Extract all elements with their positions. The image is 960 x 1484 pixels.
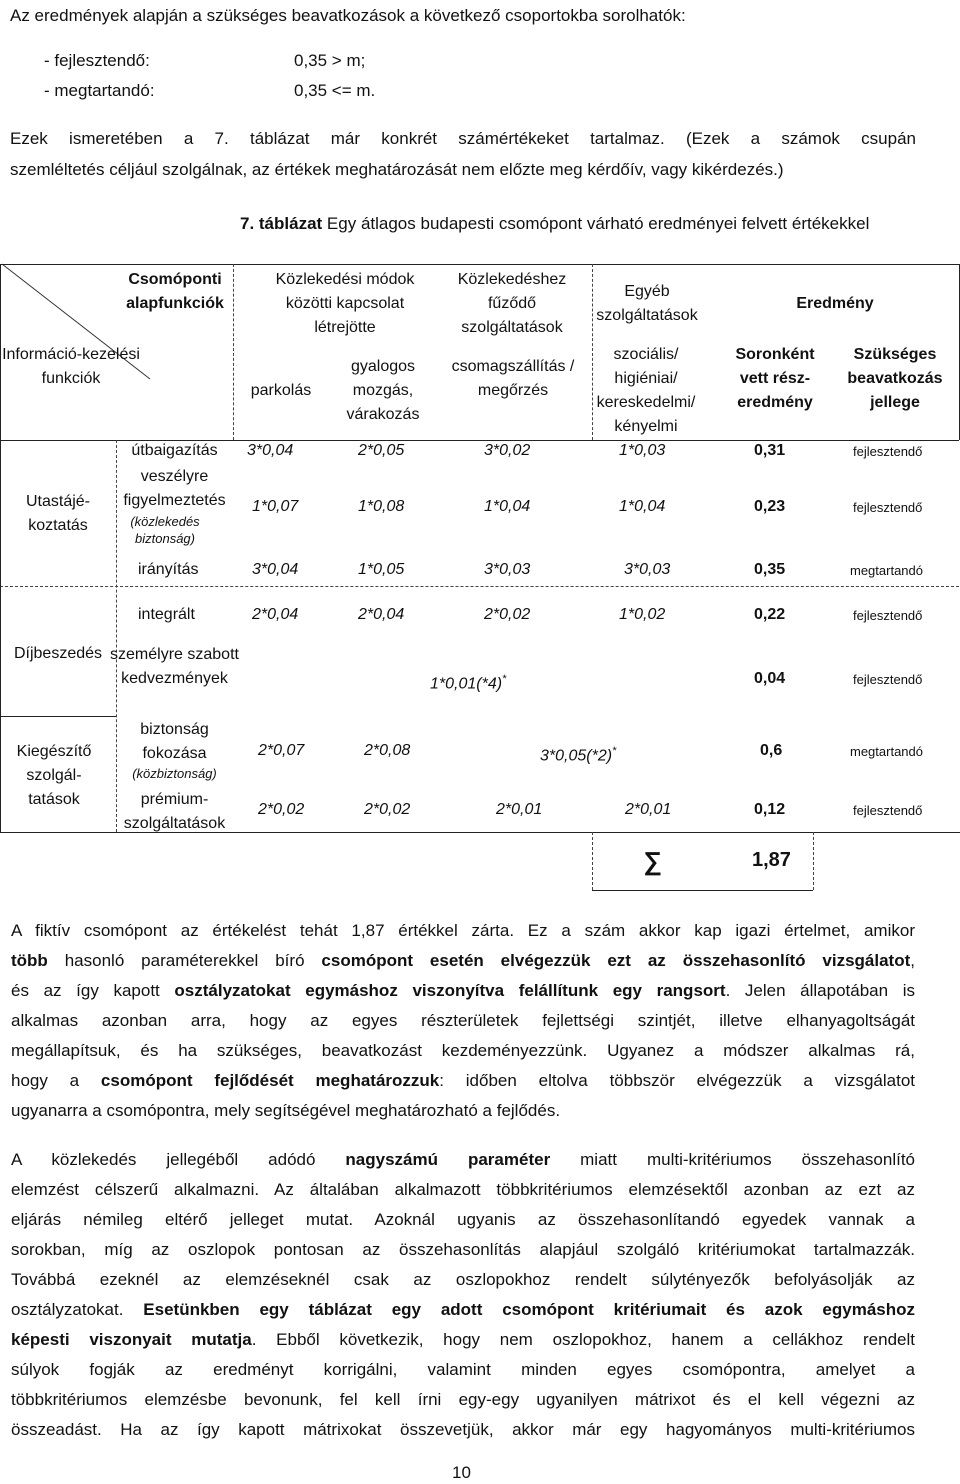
cell-value: 1*0,03 xyxy=(619,442,666,459)
paragraph-line xyxy=(11,1415,915,1445)
paragraph-line xyxy=(11,976,915,1006)
text-run: , xyxy=(910,951,915,970)
row-name: integrált xyxy=(138,606,195,623)
cell-value: 1*0,07 xyxy=(252,498,299,515)
cell-value: 3*0,03 xyxy=(484,561,531,578)
text-run: eljárás némileg eltérő jelleget mutat. Azoknál ugyanis az összehasonlítandó egyedek vannak a xyxy=(11,1210,915,1229)
footnote-mark: * xyxy=(612,745,617,757)
subcol-header: Szükséges beavatkozás jellege xyxy=(847,346,943,411)
subcol-header: Soronként vett rész-eredmény xyxy=(735,346,815,411)
text-run: miatt multi-kritériumos összehasonlító xyxy=(550,1150,915,1169)
row-result: 0,31 xyxy=(754,442,786,459)
row-name-note: (közlekedés biztonság) xyxy=(130,514,200,546)
text-run: alkalmas azonban arra, hogy az egyes részterületek fejlettségi szintjét, illetve elhanyagoltságát xyxy=(11,1011,915,1030)
table-group-separator xyxy=(0,586,959,587)
row-action: megtartandó xyxy=(850,744,923,759)
paragraph-line xyxy=(11,1175,915,1205)
sum-value: 1,87 xyxy=(752,849,791,871)
text-run: súlyok fogják az eredményt korrigálni, valamint minden egyes csomópontra, amelyet a xyxy=(11,1360,915,1379)
text-run: . Ebből következik, hogy nem oszlopokhoz, hanem a cellákhoz rendelt xyxy=(251,1330,915,1349)
text-run: Továbbá ezeknél az elemzéseknél csak az oszlopokhoz rendelt súlytényezők befolyásolják az xyxy=(11,1270,915,1289)
bold-run: képesti viszonyait mutatja xyxy=(11,1330,252,1349)
text-run: ugyanarra a csomópontra, mely segítségével meghatározható a fejlődés. xyxy=(11,1101,561,1120)
text-run: hasonló paraméterekkel bíró xyxy=(47,951,322,970)
text-run: összeadást. Ha az így kapott mátrixokat összevetjük, akkor már egy hagyományos multi-kritériumos xyxy=(11,1420,915,1439)
sum-box-left xyxy=(592,832,593,890)
row-name: irányítás xyxy=(138,561,199,578)
row-name: prémium-szolgáltatások xyxy=(123,791,226,832)
cell-value: 2*0,07 xyxy=(258,742,305,759)
paragraph-line xyxy=(11,1036,915,1066)
paragraph-line xyxy=(11,1235,915,1265)
cell-value: 1*0,05 xyxy=(358,561,405,578)
cell-value: 3*0,04 xyxy=(247,442,294,459)
col-group-header: Közlekedéshez fűződő szolgáltatások xyxy=(457,271,567,336)
paragraph-line xyxy=(11,1265,915,1295)
group-label: Kiegészítő szolgál-tatások xyxy=(16,743,92,808)
paragraph-line xyxy=(11,946,915,976)
page-number: 10 xyxy=(452,1463,471,1482)
col-group-header: Egyéb szolgáltatások xyxy=(596,283,698,324)
text-run: megállapítsuk, és ha szükséges, beavatkozást kezdeményezzünk. Ugyanez a módszer alkalmas rá, xyxy=(11,1041,915,1060)
cell-value: 2*0,02 xyxy=(258,801,305,818)
caption-text: Egy átlagos budapesti csomópont várható eredményei felvett értékekkel xyxy=(322,214,870,233)
text-run: osztályzatokat. xyxy=(11,1300,144,1319)
text-run: elemzést célszerű alkalmazni. Az általában alkalmazott többkritériumos elemzésektől azonban az ezt az xyxy=(11,1180,915,1199)
list-item-value: 0,35 > m; xyxy=(294,51,366,70)
text-run: A közlekedés jellegéből adódó xyxy=(11,1150,346,1169)
caption-number: 7. táblázat xyxy=(240,214,323,233)
bold-run: osztályzatokat egymáshoz viszonyítva felállítunk egy rangsort xyxy=(174,981,726,1000)
row-name: személyre szabott kedvezmények xyxy=(110,646,239,687)
row-action: fejlesztendő xyxy=(853,803,923,818)
cell-value: 2*0,04 xyxy=(252,606,299,623)
text-run: A fiktív csomópont az értékelést tehát 1,87 értékkel zárta. Ez a szám akkor kap igazi értelmet, amikor xyxy=(11,921,915,940)
cell-value: 2*0,02 xyxy=(484,606,531,623)
row-action: fejlesztendő xyxy=(853,444,923,459)
footnote-mark: * xyxy=(502,673,507,685)
cell-value: 3*0,03 xyxy=(624,561,671,578)
corner-header-bottom: Információ-kezelési funkciók xyxy=(2,346,140,387)
text-run: : időben eltolva többször elvégezzük a vizsgálatot xyxy=(439,1071,915,1090)
paragraph-line xyxy=(11,1096,915,1126)
list-item-label: - fejlesztendő: xyxy=(44,51,150,70)
bold-run: több xyxy=(11,951,48,970)
paragraph-line xyxy=(11,1006,915,1036)
row-action: fejlesztendő xyxy=(853,608,923,623)
merged-cell-value xyxy=(430,667,506,696)
cell-value: 3*0,02 xyxy=(484,442,531,459)
paragraph-line xyxy=(11,1205,915,1235)
cell-value: 3*0,04 xyxy=(252,561,299,578)
row-result: 0,12 xyxy=(754,801,786,818)
group-label: Utastájé-koztatás xyxy=(25,493,91,534)
subcol-header: csomagszállítás / megőrzés xyxy=(451,358,575,399)
cell-value: 1*0,04 xyxy=(484,498,531,515)
paragraph-line xyxy=(11,916,915,946)
bold-run: nagyszámú paraméter xyxy=(345,1150,551,1169)
paragraph-line xyxy=(11,1355,915,1385)
bold-run: Esetünkben egy táblázat egy adott csomópont kritériumait és azok egymáshoz xyxy=(143,1300,915,1319)
merged-cell-value xyxy=(540,739,616,768)
body-paragraph xyxy=(11,916,915,1126)
text-run: sorokban, míg az oszlopok pontosan az összehasonlítás alapjául szolgáló kritériumokat tartalmazzák. xyxy=(11,1240,915,1259)
intro-paragraph-line: szemléltetés céljául szolgálnak, az értékek meghatározását nem előzte meg kérdőív, vagy kikérdezés.) xyxy=(10,160,784,179)
cell-value: 1*0,02 xyxy=(619,606,666,623)
bold-run: csomópont esetén elvégezzük ezt az összehasonlító vizsgálatot xyxy=(321,951,911,970)
corner-header-top: Csomóponti alapfunkciók xyxy=(126,271,224,312)
row-action: fejlesztendő xyxy=(853,672,923,687)
cell-value: 1*0,08 xyxy=(358,498,405,515)
intro-line: Az eredmények alapján a szükséges beavatkozások a következő csoportokba sorolhatók: xyxy=(10,6,686,25)
subcol-header: szociális/ higiéniai/ kereskedelmi/ kényelmi xyxy=(596,346,696,435)
sum-box-bottom xyxy=(592,890,813,891)
row-result: 0,23 xyxy=(754,498,786,515)
row-result: 0,22 xyxy=(754,606,786,623)
cell-value: 2*0,04 xyxy=(358,606,405,623)
row-name: útbaigazítás xyxy=(131,442,218,459)
text-run: . Jelen állapotában is xyxy=(725,981,915,1000)
paragraph-line xyxy=(11,1145,915,1175)
row-action: megtartandó xyxy=(850,563,923,578)
paragraph-line xyxy=(11,1295,915,1325)
text-run: többkritériumos elemzésbe bevonunk, fel kell írni egy-egy ugyanilyen mátrixot és el kell végezni az xyxy=(11,1390,915,1409)
row-action: fejlesztendő xyxy=(853,500,923,515)
text-run: és az így kapott xyxy=(11,981,175,1000)
col-group-header: Közlekedési módok közötti kapcsolat létrejötte xyxy=(275,271,415,336)
col-group-header: Eredmény xyxy=(796,295,874,312)
cell-value: 3*0,05(*2) xyxy=(540,747,613,765)
table-group-separator xyxy=(0,716,116,717)
paragraph-line xyxy=(11,1066,915,1096)
intro-paragraph-line: Ezek ismeretében a 7. táblázat már konkrét számértékeket tartalmaz. (Ezek a számok csupán xyxy=(10,129,916,148)
cell-value: 2*0,02 xyxy=(364,801,411,818)
subcol-header: gyalogos mozgás, várakozás xyxy=(346,358,420,423)
row-name: veszélyre figyelmeztetés xyxy=(123,468,226,509)
list-item-label: - megtartandó: xyxy=(44,81,155,100)
group-label: Díjbeszedés xyxy=(13,645,103,662)
subcol-header: parkolás xyxy=(250,382,312,399)
row-result: 0,35 xyxy=(754,561,786,578)
body-paragraph xyxy=(11,1145,915,1445)
cell-value: 1*0,04 xyxy=(619,498,666,515)
row-name-note: (közbiztonság) xyxy=(132,766,217,781)
row-result: 0,04 xyxy=(754,670,786,687)
row-name: biztonság fokozása xyxy=(140,721,209,762)
cell-value: 2*0,01 xyxy=(496,801,543,818)
bold-run: csomópont fejlődését meghatározzuk xyxy=(100,1071,440,1090)
row-result: 0,6 xyxy=(760,742,783,759)
cell-value: 2*0,08 xyxy=(364,742,411,759)
sum-symbol: ∑ xyxy=(643,846,662,876)
text-run: hogy a xyxy=(11,1071,101,1090)
cell-value: 2*0,01 xyxy=(625,801,672,818)
cell-value: 2*0,05 xyxy=(358,442,405,459)
table-border-top xyxy=(0,264,959,265)
paragraph-line xyxy=(11,1385,915,1415)
sum-box-right xyxy=(813,832,814,890)
list-item-value: 0,35 <= m. xyxy=(294,81,376,100)
paragraph-line xyxy=(11,1325,915,1355)
cell-value: 1*0,01(*4) xyxy=(430,675,503,693)
